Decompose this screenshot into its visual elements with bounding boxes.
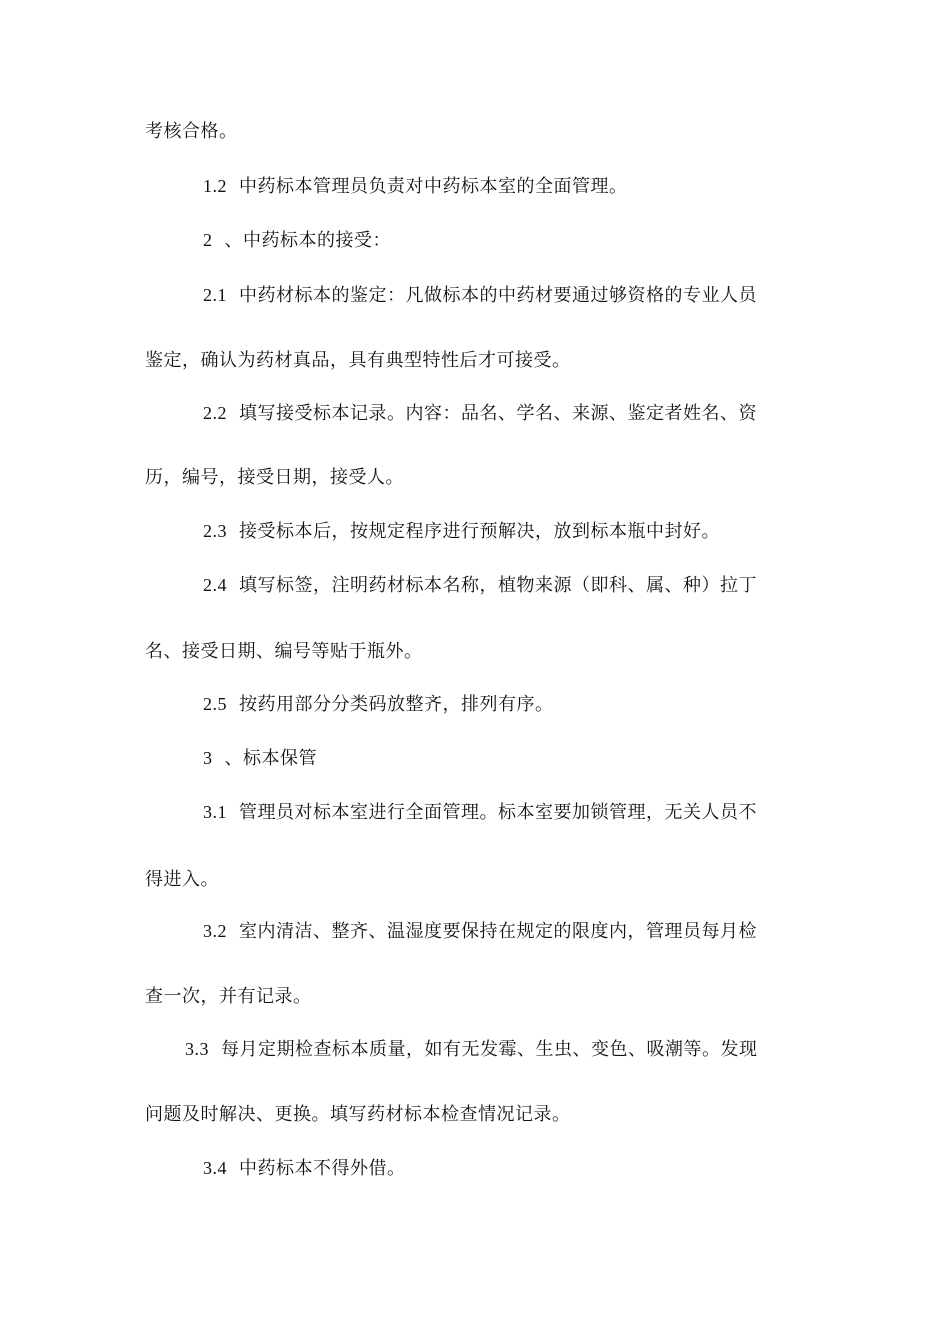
line-text: 填写接受标本记录。内容：品名、学名、来源、鉴定者姓名、资 xyxy=(239,403,757,424)
line-text: 中药标本管理员负责对中药标本室的全面管理。 xyxy=(239,176,628,197)
line-text: 、标本保管 xyxy=(224,748,317,769)
paragraph-line xyxy=(145,466,404,490)
section-number: 3.3 xyxy=(185,1039,209,1059)
section-number: 3 xyxy=(203,748,213,768)
line-text: 鉴定，确认为药材真品，具有典型特性后才可接受。 xyxy=(145,350,571,371)
paragraph-line xyxy=(185,1037,758,1062)
line-text: 历，编号，接受日期，接受人。 xyxy=(145,467,404,488)
line-text: 填写标签，注明药材标本名称，植物来源（即科、属、种）拉丁 xyxy=(239,575,757,596)
line-text: 考核合格。 xyxy=(145,121,238,142)
section-number: 1.2 xyxy=(203,176,227,196)
paragraph-line xyxy=(203,283,757,308)
line-text: 接受标本后，按规定程序进行预解决，放到标本瓶中封好。 xyxy=(239,521,720,542)
line-text: 问题及时解决、更换。填写药材标本检查情况记录。 xyxy=(145,1104,571,1125)
paragraph-line xyxy=(145,868,219,892)
line-text: 查一次，并有记录。 xyxy=(145,986,312,1007)
paragraph-line xyxy=(145,349,571,373)
line-text: 名、接受日期、编号等贴于瓶外。 xyxy=(145,641,423,662)
paragraph-line xyxy=(145,1103,571,1127)
line-text: 管理员对标本室进行全面管理。标本室要加锁管理，无关人员不 xyxy=(239,802,757,823)
paragraph-line xyxy=(145,640,423,664)
line-text: 中药标本不得外借。 xyxy=(239,1158,406,1179)
line-text: 按药用部分分类码放整齐，排列有序。 xyxy=(239,694,554,715)
line-text: 室内清洁、整齐、温湿度要保持在规定的限度内，管理员每月检 xyxy=(239,921,757,942)
paragraph-line xyxy=(203,746,317,771)
paragraph-line xyxy=(203,800,757,825)
line-text: 每月定期检查标本质量，如有无发霉、生虫、变色、吸潮等。发现 xyxy=(221,1039,758,1060)
paragraph-line xyxy=(203,573,757,598)
paragraph-line xyxy=(203,1156,406,1181)
line-text: 、中药标本的接受： xyxy=(224,230,391,251)
paragraph-line xyxy=(203,919,757,944)
section-number: 3.1 xyxy=(203,802,227,822)
line-text: 中药材标本的鉴定：凡做标本的中药材要通过够资格的专业人员 xyxy=(239,285,757,306)
section-number: 2.2 xyxy=(203,403,227,423)
section-number: 2.5 xyxy=(203,694,227,714)
section-number: 3.4 xyxy=(203,1158,227,1178)
line-text: 得进入。 xyxy=(145,869,219,890)
paragraph-line xyxy=(203,228,391,253)
paragraph-line xyxy=(145,985,312,1009)
section-number: 3.2 xyxy=(203,921,227,941)
paragraph-line xyxy=(203,519,720,544)
paragraph-line xyxy=(203,401,757,426)
section-number: 2 xyxy=(203,230,213,250)
paragraph-line xyxy=(145,120,238,144)
section-number: 2.1 xyxy=(203,285,227,305)
paragraph-line xyxy=(203,174,628,199)
section-number: 2.3 xyxy=(203,521,227,541)
section-number: 2.4 xyxy=(203,575,227,595)
paragraph-line xyxy=(203,692,554,717)
